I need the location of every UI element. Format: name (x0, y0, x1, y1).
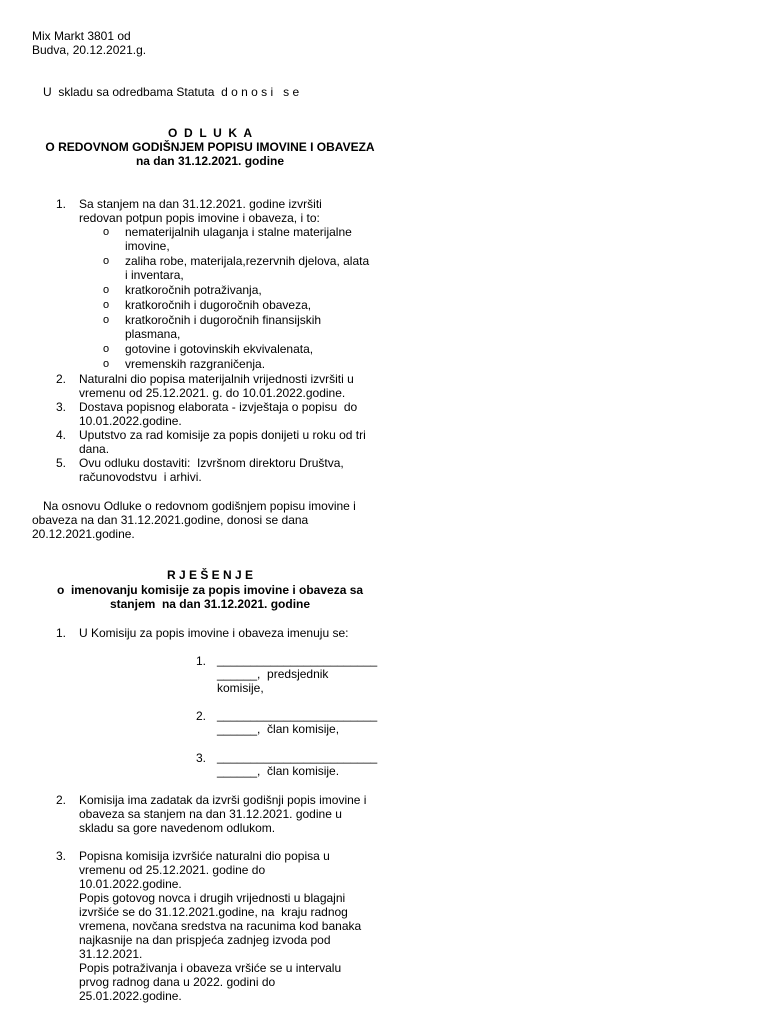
list-number: 5. (55, 456, 66, 470)
list-item-text: Komisija ima zadatak da izvrši godišnji popis imovine i (79, 793, 367, 807)
list-item-text: Dostava popisnog elaborata - izvještaja o popisu do (79, 400, 358, 414)
member-role: ______, predsjednik (217, 667, 329, 681)
member-blank-line: ________________________ (217, 653, 378, 667)
odluka-date: na dan 31.12.2021. godine (135, 154, 285, 168)
list-number: 3. (55, 849, 66, 863)
bullet-icon: o (103, 255, 110, 267)
member-role: ______, član komisije. (217, 764, 340, 778)
list-item-text: U Komisiju za popis imovine i obaveza imenuju se: (79, 626, 349, 640)
list-item-text: redovan potpun popis imovine i obaveza, i to: (79, 211, 320, 225)
list-item-text: vremenu od 25.12.2021. g. do 10.01.2022.godine. (79, 386, 346, 400)
list-item-text: prvog radnog dana u 2022. godini do (79, 975, 276, 989)
list-item-text: Popis gotovog novca i drugih vrijednosti u blagajni (79, 891, 346, 905)
list-item-text: 10.01.2022.godine. (79, 414, 182, 428)
subitem-text: nematerijalnih ulaganja i stalne materijalne (125, 225, 352, 239)
place-date: Budva, 20.12.2021.g. (32, 43, 147, 57)
member-number: 3. (195, 751, 206, 765)
subitem-text: zaliha robe, materijala,rezervnih djelova, alata (125, 254, 370, 268)
closing-paragraph: Na osnovu Odluke o redovnom godišnjem popisu imovine i (43, 499, 356, 513)
odluka-subtitle: O REDOVNOM GODIŠNJEM POPISU IMOVINE I OBAVEZA (45, 140, 375, 154)
closing-paragraph: obaveza na dan 31.12.2021.godine, donosi se dana (32, 513, 309, 527)
list-item-text: Sa stanjem na dan 31.12.2021. godine izvršiti (79, 197, 322, 211)
list-item-text: Uputstvo za rad komisije za popis donijeti u roku od tri (79, 428, 366, 442)
subitem-text: gotovine i gotovinskih ekvivalenata, (125, 342, 314, 356)
member-blank-line: ________________________ (217, 750, 378, 764)
subitem-text: i inventara, (125, 268, 184, 282)
subitem-text: kratkoročnih i dugoročnih finansijskih (125, 313, 322, 327)
subitem-text: plasmana, (125, 327, 181, 341)
list-item-text: skladu sa gore navedenom odlukom. (79, 821, 276, 835)
bullet-icon: o (103, 226, 110, 238)
list-item-text: obaveza sa stanjem na dan 31.12.2021. godine u (79, 807, 342, 821)
list-item-text: dana. (79, 442, 110, 456)
list-item-text: računovodstvu i arhivi. (79, 470, 202, 484)
list-number: 2. (55, 793, 66, 807)
list-item-text: izvršiće se do 31.12.2021.godine, na kraju radnog (79, 905, 348, 919)
list-item-text: 25.01.2022.godine. (79, 989, 182, 1003)
bullet-icon: o (103, 314, 110, 326)
member-number: 1. (195, 654, 206, 668)
preamble: U skladu sa odredbama Statuta d o n o s i s e (43, 85, 300, 99)
bullet-icon: o (103, 299, 110, 311)
list-item-text: najkasnije na dan prispjeća zadnjeg izvoda pod (79, 933, 331, 947)
list-number: 3. (55, 400, 66, 414)
list-item-text: Popisna komisija izvršiće naturalni dio popisa u (79, 849, 330, 863)
member-role: ______, član komisije, (217, 722, 340, 736)
subitem-text: kratkoročnih i dugoročnih obaveza, (125, 298, 312, 312)
list-number: 1. (55, 197, 66, 211)
rjesenje-title: R J E Š E N J E (166, 568, 254, 582)
company-header: Mix Markt 3801 od (32, 29, 131, 43)
list-item-text: vremena, novčana sredstva na racunima kod banaka (79, 919, 362, 933)
bullet-icon: o (103, 284, 110, 296)
closing-paragraph: 20.12.2021.godine. (32, 527, 135, 541)
list-item-text: vremenu od 25.12.2021. godine do (79, 863, 266, 877)
rjesenje-subtitle: o imenovanju komisije za popis imovine i obaveza sa (56, 583, 364, 597)
list-item-text: 31.12.2021. (79, 947, 143, 961)
member-blank-line: ________________________ (217, 708, 378, 722)
list-number: 4. (55, 428, 66, 442)
rjesenje-date: stanjem na dan 31.12.2021. godine (109, 597, 311, 611)
member-number: 2. (195, 709, 206, 723)
list-item-text: 10.01.2022.godine. (79, 877, 182, 891)
odluka-title: O D L U K A (167, 126, 252, 140)
subitem-text: vremenskih razgraničenja. (125, 357, 266, 371)
list-item-text: Popis potraživanja i obaveza vršiće se u intervalu (79, 961, 342, 975)
bullet-icon: o (103, 358, 110, 370)
list-number: 2. (55, 372, 66, 386)
list-item-text: Naturalni dio popisa materijalnih vrijednosti izvršiti u (79, 372, 354, 386)
list-item-text: Ovu odluku dostaviti: Izvršnom direktoru Društva, (79, 456, 344, 470)
list-number: 1. (55, 626, 66, 640)
subitem-text: imovine, (125, 239, 170, 253)
member-role: komisije, (217, 681, 264, 695)
subitem-text: kratkoročnih potraživanja, (125, 283, 262, 297)
bullet-icon: o (103, 343, 110, 355)
